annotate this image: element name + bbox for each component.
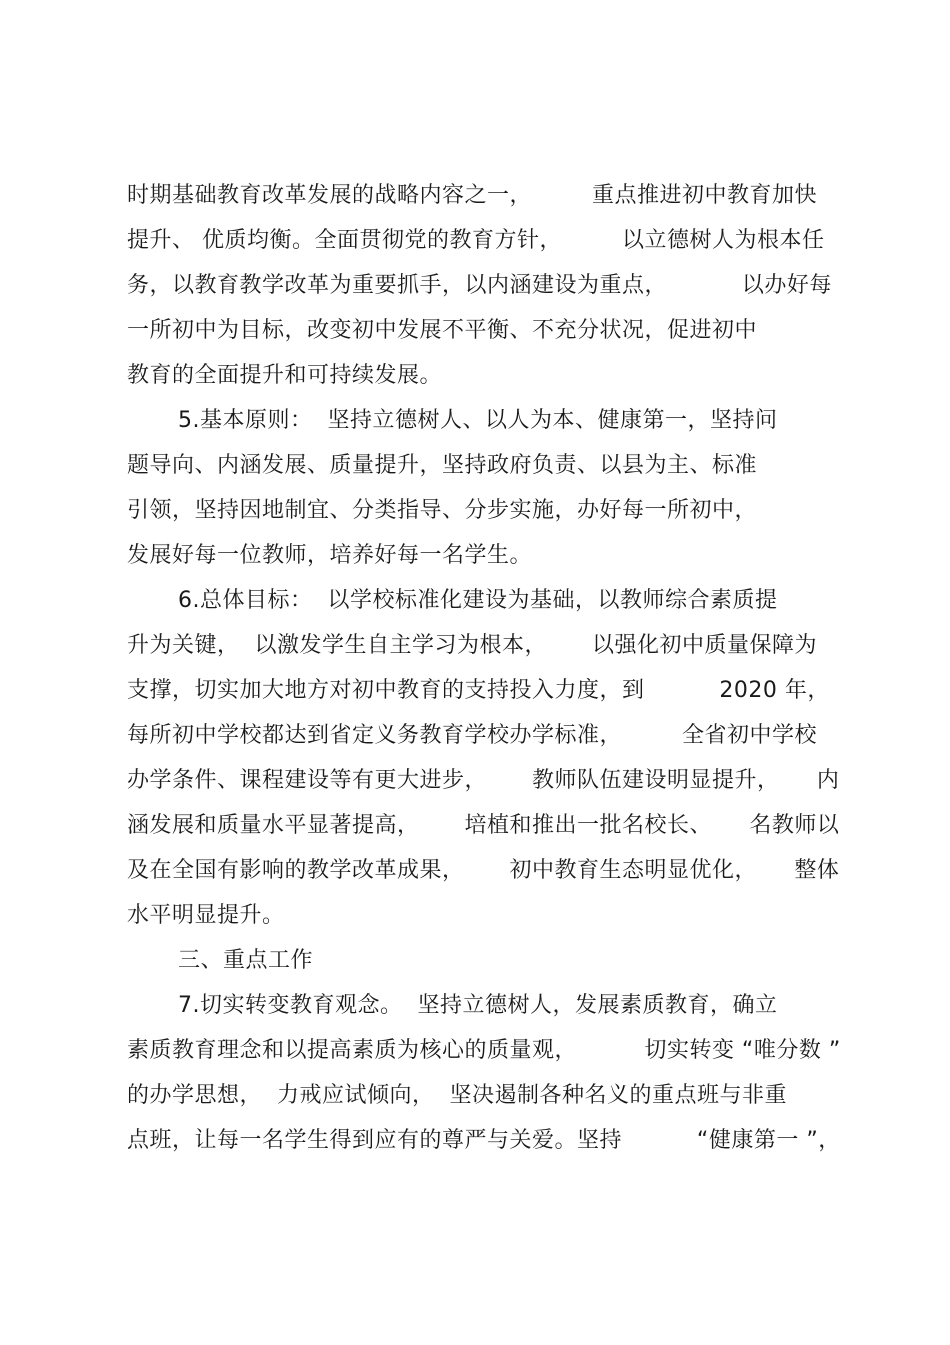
section-heading-change-concepts: 7.切实转变教育观念。 坚持立德树人，发展素质教育，确立	[178, 993, 778, 1018]
paragraph-line: 引领，坚持因地制宜、分类指导、分步实施，办好每一所初中，	[127, 498, 758, 523]
section-heading-basic-principles: 5.基本原则： 坚持立德树人、以人为本、健康第一，坚持问	[178, 408, 778, 433]
paragraph-line: 水平明显提升。	[127, 903, 285, 928]
paragraph-line: 支撑，切实加大地方对初中教育的支持投入力度，到 2020 年，	[127, 678, 830, 703]
paragraph-line: 每所初中学校都达到省定义务教育学校办学标准， 全省初中学校	[127, 723, 817, 748]
paragraph-line: 务，以教育教学改革为重要抓手，以内涵建设为重点， 以办好每	[127, 273, 832, 298]
paragraph-line: 教育的全面提升和可持续发展。	[127, 363, 443, 388]
section-title-key-work: 三、重点工作	[178, 948, 314, 973]
paragraph-line: 一所初中为目标，改变初中发展不平衡、不充分状况，促进初中	[127, 318, 758, 343]
paragraph-line: 升为关键， 以激发学生自主学习为根本， 以强化初中质量保障为	[127, 633, 817, 658]
paragraph-line: 时期基础教育改革发展的战略内容之一， 重点推进初中教育加快	[127, 183, 817, 208]
paragraph-line: 点班，让每一名学生得到应有的尊严与关爱。坚持 “健康第一 ”，	[127, 1128, 841, 1153]
paragraph-line: 办学条件、课程建设等有更大进步， 教师队伍建设明显提升， 内	[127, 768, 840, 793]
paragraph-line: 提升、 优质均衡。全面贯彻党的教育方针， 以立德树人为根本任	[127, 228, 825, 253]
paragraph-line: 及在全国有影响的教学改革成果， 初中教育生态明显优化， 整体	[127, 858, 840, 883]
section-heading-overall-goal: 6.总体目标： 以学校标准化建设为基础，以教师综合素质提	[178, 588, 778, 613]
paragraph-line: 发展好每一位教师，培养好每一名学生。	[127, 543, 533, 568]
paragraph-line: 涵发展和质量水平显著提高， 培植和推出一批名校长、 名教师以	[127, 813, 840, 838]
paragraph-line: 素质教育理念和以提高素质为核心的质量观， 切实转变 “唯分数 ”	[127, 1038, 841, 1063]
paragraph-line: 的办学思想， 力戒应试倾向， 坚决遏制各种名义的重点班与非重	[127, 1083, 787, 1108]
paragraph-line: 题导向、内涵发展、质量提升，坚持政府负责、以县为主、标准	[127, 453, 758, 478]
